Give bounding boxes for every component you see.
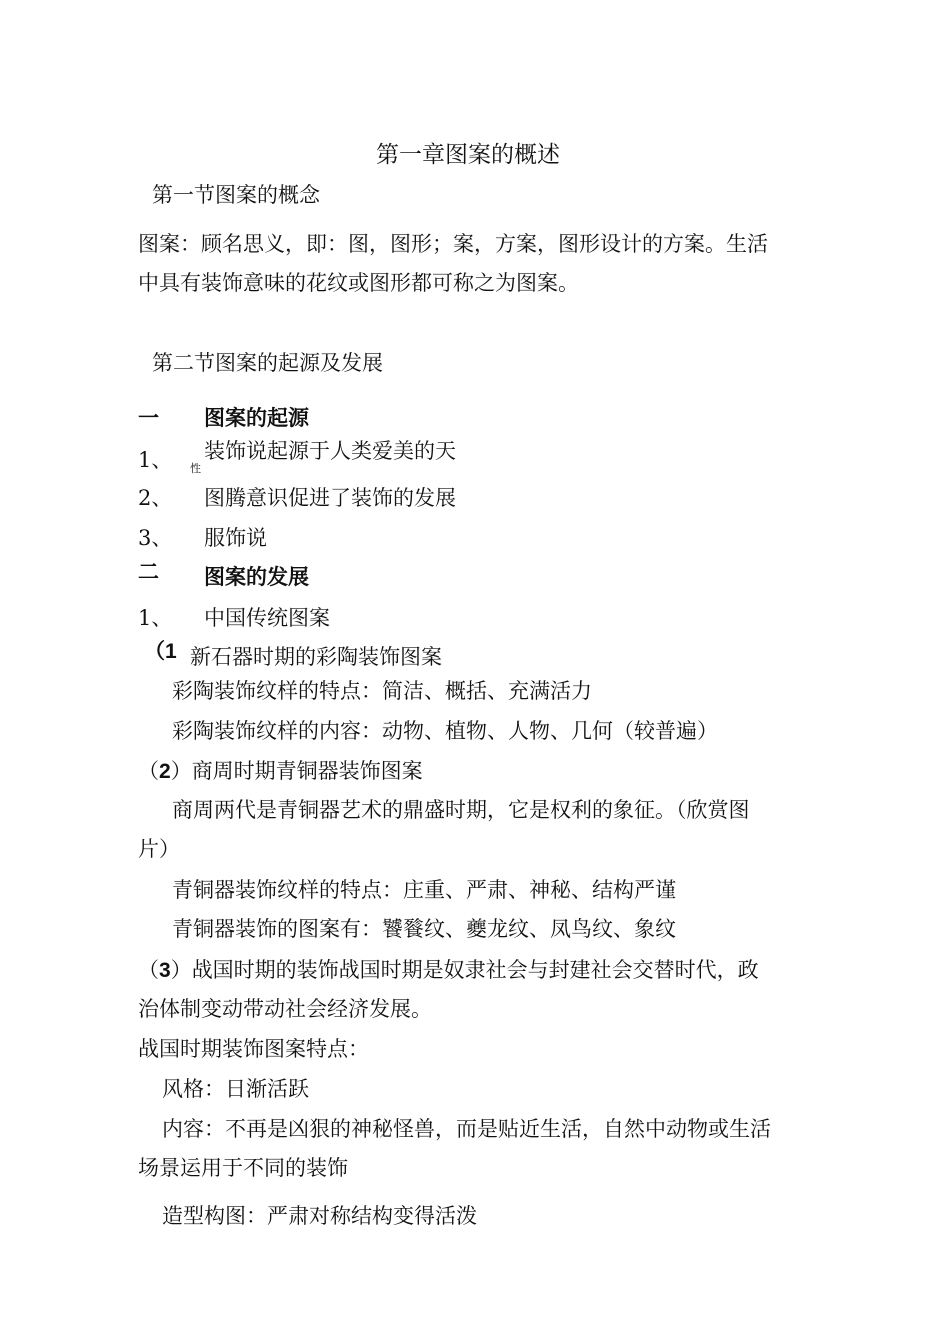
section1-heading: 第一节图案的概念 xyxy=(152,183,320,207)
chapter-title: 第一章图案的概述 xyxy=(376,142,560,168)
sub3-label-number: 3 xyxy=(159,959,171,982)
section2-heading: 第二节图案的起源及发展 xyxy=(152,351,383,375)
sub2-title: 商周时期青铜器装饰图案 xyxy=(191,759,423,783)
sub3-label-close: ） xyxy=(170,958,192,982)
sub3-line1-text: 战国时期的装饰战国时期是奴隶社会与封建社会交替时代，政 xyxy=(191,958,759,982)
origin-item-2-number: 2、 xyxy=(138,486,173,510)
sub2-label-open: （ xyxy=(138,759,159,783)
origin-item-3-text: 服饰说 xyxy=(204,526,267,550)
sub2-label-number: 2 xyxy=(159,760,171,783)
sub1-line1: 彩陶装饰纹样的特点：简洁、概括、充满活力 xyxy=(172,679,592,703)
development-item-1-number: 1、 xyxy=(138,606,173,630)
part1-number: 一 xyxy=(138,407,159,430)
sub3-composition: 造型构图：严肃对称结构变得活泼 xyxy=(162,1204,477,1228)
sub1-line2: 彩陶装饰纹样的内容：动物、植物、人物、几何（较普遍） xyxy=(172,719,718,743)
part2-title: 图案的发展 xyxy=(204,566,309,589)
sub2-line2: 青铜器装饰纹样的特点：庄重、严肃、神秘、结构严谨 xyxy=(172,878,676,902)
section1-paragraph-line1: 图案：顾名思义，即：图，图形；案，方案，图形设计的方案。生活 xyxy=(138,232,768,256)
origin-item-1-number: 1、 xyxy=(138,448,173,472)
sub2-heading xyxy=(138,758,423,785)
development-item-1-text: 中国传统图案 xyxy=(204,606,330,630)
sub3-line2: 治体制变动带动社会经济发展。 xyxy=(138,997,432,1021)
origin-item-1-text: 装饰说起源于人类爱美的天 xyxy=(204,439,456,463)
sub2-line1-continued: 片） xyxy=(138,837,180,861)
sub3-feature-heading: 战国时期装饰图案特点： xyxy=(138,1037,369,1061)
origin-item-2-text: 图腾意识促进了装饰的发展 xyxy=(204,486,456,510)
part2-number: 二 xyxy=(138,561,159,584)
sub3-style: 风格：日渐活跃 xyxy=(162,1077,309,1101)
part1-title: 图案的起源 xyxy=(204,407,309,430)
sub2-line3: 青铜器装饰的图案有：饕餮纹、夔龙纹、凤鸟纹、象纹 xyxy=(172,917,676,941)
origin-item-3-number: 3、 xyxy=(138,526,173,550)
sub3-line1 xyxy=(138,957,759,984)
sub2-label-close: ） xyxy=(170,759,192,783)
section1-paragraph-line2: 中具有装饰意味的花纹或图形都可称之为图案。 xyxy=(138,271,579,295)
sub1-title: 新石器时期的彩陶装饰图案 xyxy=(190,645,442,669)
sub1-label: （1 xyxy=(144,640,177,663)
sub3-content-line1: 内容：不再是凶狠的神秘怪兽，而是贴近生活，自然中动物或生活 xyxy=(162,1117,771,1141)
sub3-content-line2: 场景运用于不同的装饰 xyxy=(138,1156,348,1180)
sub2-line1: 商周两代是青铜器艺术的鼎盛时期，它是权利的象征。（欣赏图 xyxy=(172,798,750,822)
origin-item-1-overflow: 性 xyxy=(190,462,201,475)
sub3-label-open: （ xyxy=(138,958,159,982)
